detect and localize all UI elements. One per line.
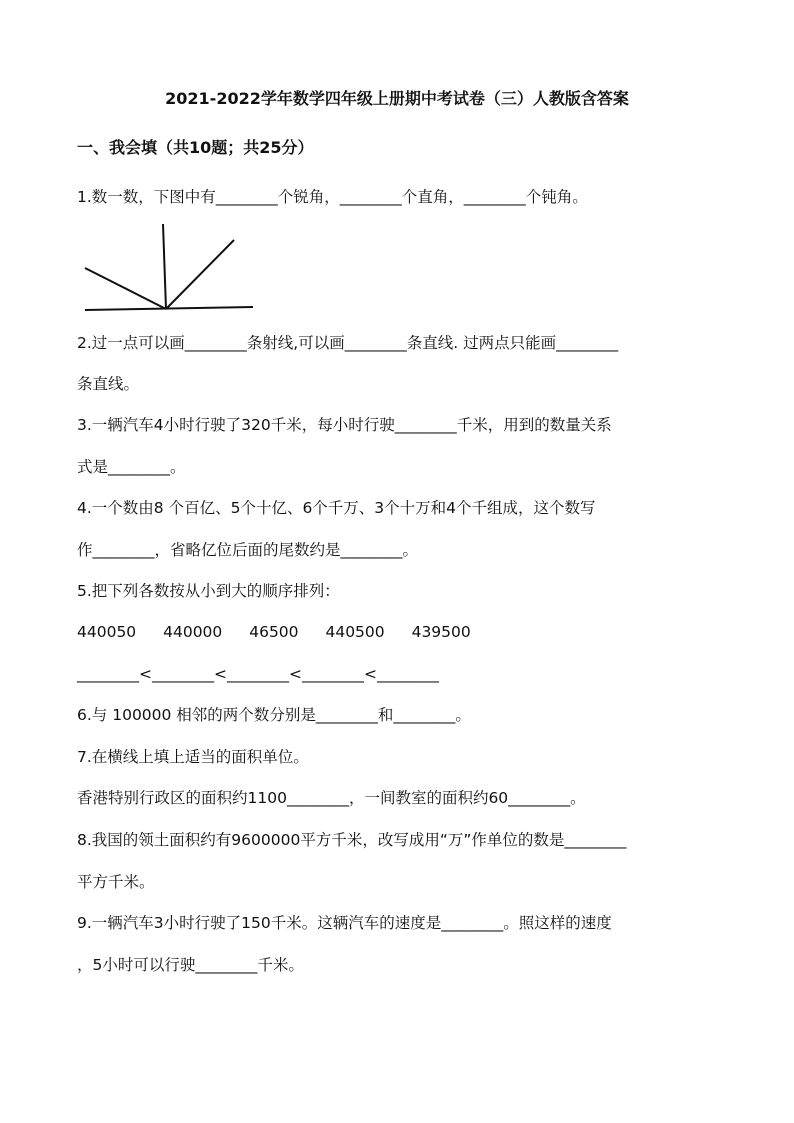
question-5-numbers <box>77 621 722 643</box>
number-item: 440500 <box>325 623 385 641</box>
question-8-line-2: 平方千米。 <box>77 873 155 891</box>
question-2-line-1: 2.过一点可以画________条射线,可以画________条直线. 过两点只能画________ <box>77 334 619 352</box>
question-2-line-2: 条直线。 <box>77 375 140 393</box>
question-9-line-1: 9.一辆汽车3小时行驶了150千米。这辆汽车的速度是________。照这样的速度 <box>77 914 612 932</box>
question-7-line-2: 香港特别行政区的面积约1100________，一间教室的面积约60________。 <box>77 789 586 807</box>
number-item: 439500 <box>411 623 471 641</box>
question-7-line-1: 7.在横线上填上适当的面积单位。 <box>77 748 309 766</box>
page-title: 2021-2022学年数学四年级上册期中考试卷（三）人教版含答案 <box>165 89 629 108</box>
question-5-line-1: 5.把下列各数按从小到大的顺序排列： <box>77 582 340 600</box>
vertical-ray <box>163 224 166 309</box>
question-3-line-2: 式是________。 <box>77 458 186 476</box>
left-ray <box>85 268 166 309</box>
angle-figure <box>77 214 262 319</box>
number-item: 46500 <box>249 623 299 641</box>
question-9-line-2: ，5小时可以行驶________千米。 <box>77 956 304 974</box>
number-item: 440050 <box>77 623 137 641</box>
right-ray <box>166 240 234 309</box>
question-8-line-1: 8.我国的领土面积约有9600000平方千米，改写成用“万”作单位的数是________ <box>77 831 627 849</box>
question-3-line-1: 3.一辆汽车4小时行驶了320千米，每小时行驶________千米，用到的数量关系 <box>77 416 612 434</box>
number-item: 440000 <box>163 623 223 641</box>
question-4-line-1: 4.一个数由8 个百亿、5个十亿、6个千万、3个十万和4个千组成，这个数写 <box>77 499 596 517</box>
section-heading: 一、我会填（共10题；共25分） <box>77 138 314 157</box>
question-4-line-2: 作________，省略亿位后面的尾数约是________。 <box>77 541 419 559</box>
question-1: 1.数一数，下图中有________个锐角，________个直角，________个钝角。 <box>77 188 588 206</box>
baseline-ray <box>85 307 253 310</box>
question-5-blanks: ________<________<________<________<________ <box>77 665 439 683</box>
question-6: 6.与 100000 相邻的两个数分别是________和________。 <box>77 706 471 724</box>
